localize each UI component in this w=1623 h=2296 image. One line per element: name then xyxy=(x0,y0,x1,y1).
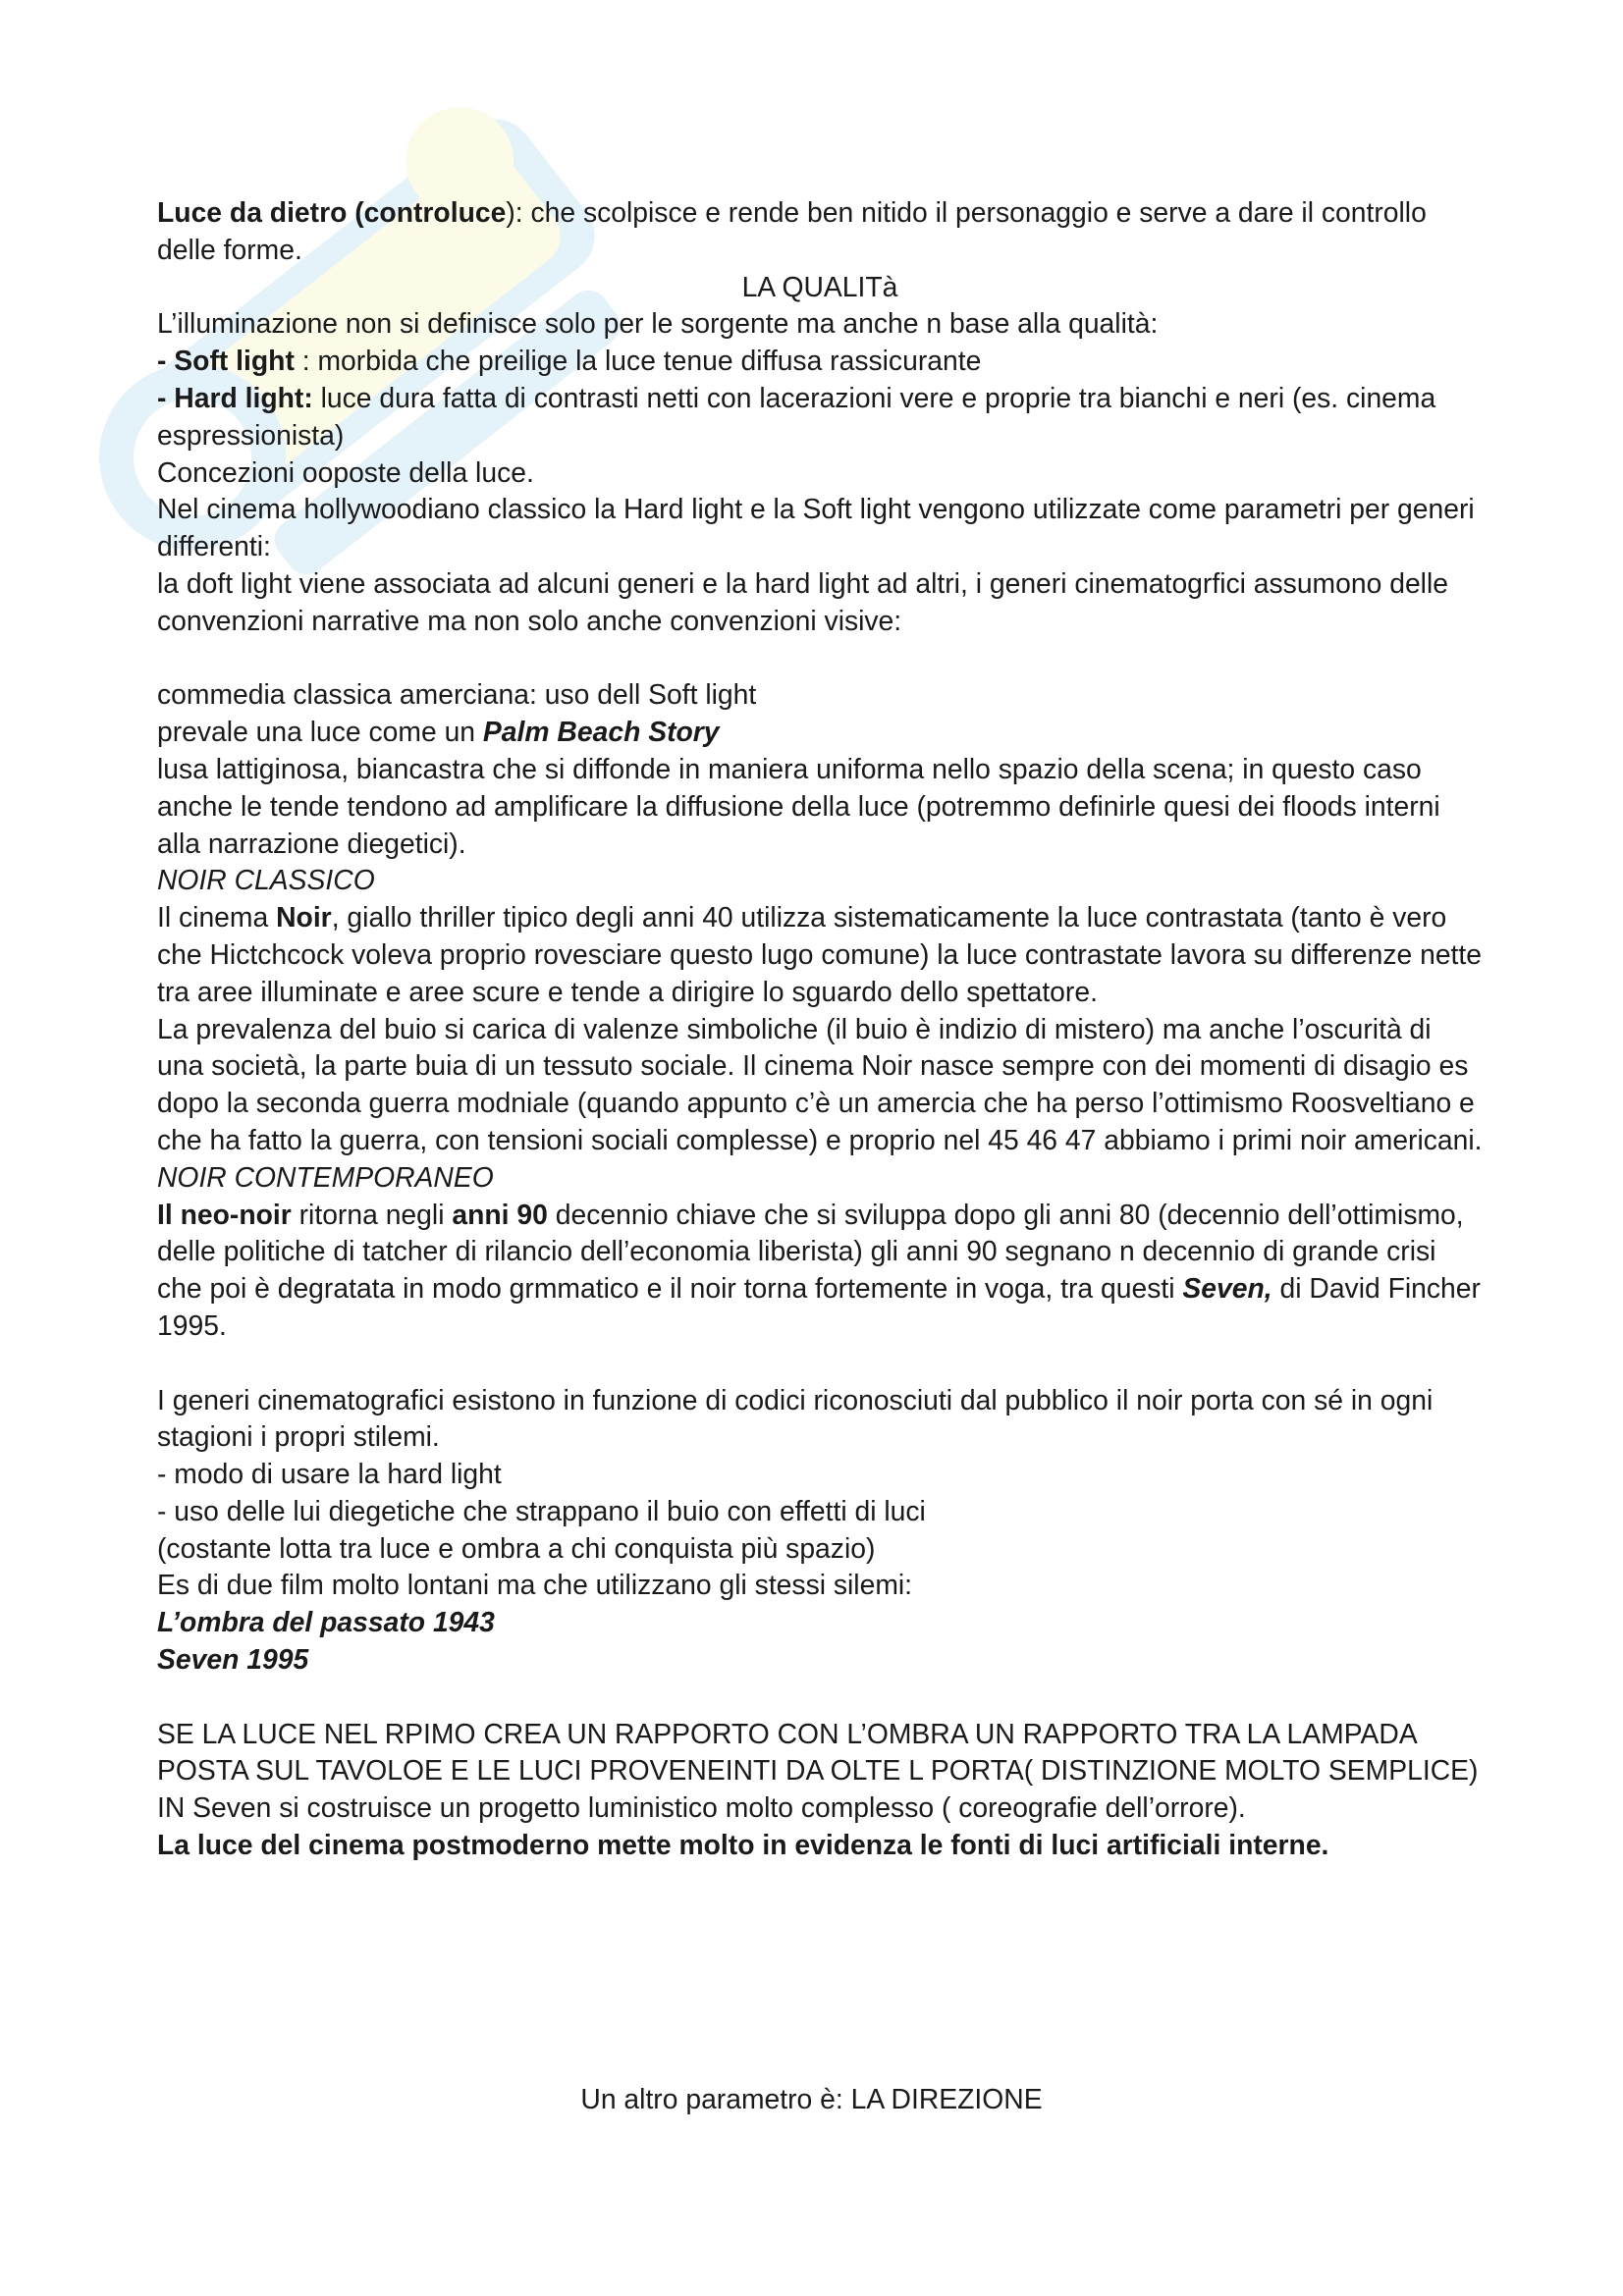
term-anni-90: anni 90 xyxy=(452,1198,548,1230)
blank-line xyxy=(157,640,1483,677)
heading-quality: LA QUALITà xyxy=(741,270,898,302)
film-title-seven: Seven, xyxy=(1182,1272,1272,1305)
paragraph-hollywood: Nel cinema hollywoodiano classico la Hard light e la Soft light vengono utilizzate come parametri per generi differenti: xyxy=(157,493,1475,562)
film-title-ombra-del-passato: L’ombra del passato 1943 xyxy=(157,1606,495,1638)
heading-noir-contemporary: NOIR CONTEMPORANEO xyxy=(157,1160,494,1193)
paragraph-text: , giallo thriller tipico degli anni 40 utilizza sistematicamente la luce contrastata (tanto è vero che Hictchcock voleva proprio rovesciare questo lugo comune) la luce contrastate lavora su differenze nette tra aree illuminate e aree scure e tende a dirigire lo sguardo dello spettatore. xyxy=(157,901,1483,1007)
paragraph-text: ritorna negli xyxy=(291,1198,453,1230)
paragraph-light-shadow-struggle: (costante lotta tra luce e ombra a chi conquista più spazio) xyxy=(157,1531,876,1564)
heading-noir-classic: NOIR CLASSICO xyxy=(157,864,375,896)
paragraph-postmodern-conclusion: La luce del cinema postmoderno mette molto in evidenza le fonti di luci artificiali interne. xyxy=(157,1829,1329,1861)
paragraph-palm-beach xyxy=(157,714,1483,751)
paragraph-text: ): che scolpisce e rende ben nitido il personaggio e serve a dare il controllo delle forme. xyxy=(157,196,1427,265)
term-hard-light: - Hard light: xyxy=(157,381,313,413)
list-item-hard-light xyxy=(157,380,1483,454)
paragraph-two-films: Es di due film molto lontani ma che utilizzano gli stessi silemi: xyxy=(157,1569,913,1601)
next-topic-line: Un altro parametro è: LA DIREZIONE xyxy=(580,2083,1043,2114)
paragraph-noir xyxy=(157,899,1483,1010)
term-backlight: Luce da dietro (controluce xyxy=(157,196,507,228)
paragraph-opposite-concepts: Concezioni ooposte della luce. xyxy=(157,455,534,488)
list-item-hard-light-usage: - modo di usare la hard light xyxy=(157,1458,502,1490)
paragraph-comedy: commedia classica amerciana: uso dell Soft light xyxy=(157,678,757,711)
term-noir: Noir xyxy=(276,901,332,934)
film-title-seven-1995: Seven 1995 xyxy=(157,1643,309,1676)
paragraph-text: luce dura fatta di contrasti netti con lacerazioni vere e proprie tra bianchi e neri (es. cinema espressionista) xyxy=(157,381,1436,451)
paragraph-lamp-comparison: SE LA LUCE NEL RPIMO CREA UN RAPPORTO CON L’OMBRA UN RAPPORTO TRA LA LAMPADA POSTA SUL TAVOLOE E LE LUCI PROVENEINTI DA OLTE L PORTA( DISTINZIONE MOLTO SEMPLICE) IN Seven si costruisce un progetto luministico molto complesso ( coreografie dell’orrore). xyxy=(157,1717,1479,1824)
paragraph-diffuse-light: lusa lattiginosa, biancastra che si diffonde in maniera uniforma nello spazio della scena; in questo caso anche le tende tendono ad amplificare la diffusione della luce (potremmo definirle quesi dei floods interni alla narrazione diegetici). xyxy=(157,752,1440,859)
blank-line xyxy=(157,1679,1483,1716)
paragraph-text: di David Fincher 1995. xyxy=(157,1272,1481,1341)
document-body xyxy=(157,194,1483,1864)
term-neo-noir: Il neo-noir xyxy=(157,1198,292,1230)
term-soft-light: - Soft light xyxy=(157,345,295,377)
paragraph-text: prevale una luce come un xyxy=(157,716,483,748)
paragraph-text: : morbida che preilige la luce tenue diffusa rassicurante xyxy=(294,345,982,377)
paragraph-backlight xyxy=(157,194,1483,269)
paragraph-text: decennio chiave che si sviluppa dopo gli anni 80 (decennio dell’ottimismo, delle politiche di tatcher di rilancio dell’economia liberista) gli anni 90 segnano n decennio di grande crisi che poi è degratata in modo grmmatico e il noir torna fortemente in voga, tra questi xyxy=(157,1198,1464,1305)
list-item-soft-light xyxy=(157,343,1483,380)
paragraph-genre-codes: I generi cinematografici esistono in funzione di codici riconosciuti dal pubblico il noir porta con sé in ogni stagioni i propri stilemi. xyxy=(157,1383,1434,1453)
paragraph-text: Il cinema xyxy=(157,901,277,934)
paragraph-genres: la doft light viene associata ad alcuni generi e la hard light ad altri, i generi cinematogrfici assumono delle convenzioni narrative ma non solo anche convenzioni visive: xyxy=(157,566,1448,636)
paragraph-darkness: La prevalenza del buio si carica di valenze simboliche (il buio è indizio di mistero) ma anche l’oscurità di una società, la parte buia di un tessuto sociale. Il cinema Noir nasce sempre con dei momenti di disagio es dopo la seconda guerra modniale (quando appunto c’è un amercia che ha perso l’ottimismo Roosveltiano e che ha fatto la guerra, con tensioni sociali complesse) e proprio nel 45 46 47 abbiamo i primi noir americani. xyxy=(157,1012,1483,1155)
paragraph-quality-intro: L’illuminazione non si definisce solo per le sorgente ma anche n base alla qualità: xyxy=(157,307,1159,340)
list-item-diegetic-lights: - uso delle lui diegetiche che strappano il buio con effetti di luci xyxy=(157,1494,926,1526)
paragraph-neo-noir xyxy=(157,1197,1483,1345)
blank-line xyxy=(157,1345,1483,1382)
film-title-palm-beach-story: Palm Beach Story xyxy=(482,716,720,748)
